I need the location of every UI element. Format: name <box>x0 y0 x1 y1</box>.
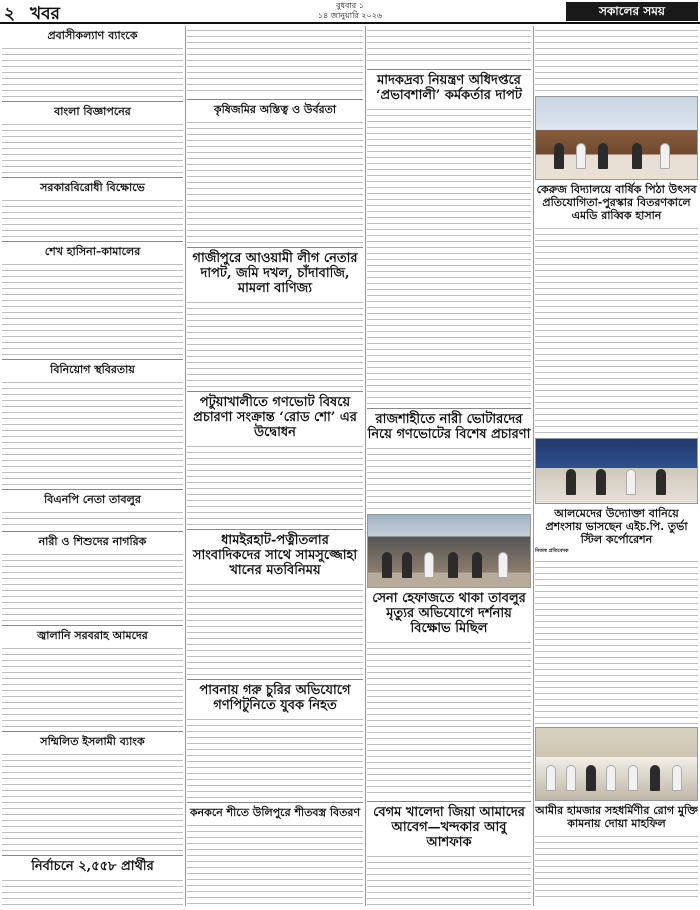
article-body <box>535 832 698 902</box>
headline[interactable]: শেখ হাসিনা–কামালের <box>44 245 141 258</box>
headline[interactable]: আলমেদের উদ্যোক্তা বানিয়ে প্রশংসায় ভাসছেন এইচ.পি. তুর্ভা স্টিল কর্পোরেশন <box>545 507 688 546</box>
date: ১৪ জানুয়ারি ২০২৬ <box>317 11 383 20</box>
article-body <box>2 196 183 238</box>
article-body <box>2 120 183 174</box>
headline[interactable]: কৃষিজমির অস্তিত্ব ও উর্বরতা <box>213 103 337 116</box>
article-body <box>2 644 183 728</box>
byline: নিজস্ব প্রতিবেদক <box>535 548 569 554</box>
headline[interactable]: বিনিয়োগ স্থবিরতায় <box>50 363 135 376</box>
page-number: ২ <box>4 4 16 24</box>
article-body <box>187 118 363 244</box>
article-body <box>2 260 183 356</box>
article-body <box>187 298 363 388</box>
article-body <box>367 444 531 514</box>
headline[interactable]: গাজীপুরে আওয়ামী লীগ নেতার দাপট, জমি দখল, চাঁদাবাজি, মামলা বাণিজ্য <box>192 251 358 296</box>
article-body <box>367 638 531 798</box>
headline[interactable]: বাংলা বিজ্ঞাপনের <box>54 105 131 118</box>
column-3 <box>367 26 531 906</box>
headline[interactable]: মাদকদ্রব্য নিয়ন্ত্রণ অধিদপ্তরে ‘প্রভাবশালী’ কর্মকর্তার দাপট <box>376 73 522 103</box>
column-1 <box>2 26 183 906</box>
weekday: বুধবার ১ <box>336 1 364 10</box>
article-body <box>2 750 183 852</box>
column-4 <box>535 26 698 906</box>
section-name: খবর <box>30 4 60 24</box>
headline[interactable]: সম্মিলিত ইসলামী ব্যাংক <box>40 735 145 748</box>
article-body <box>187 715 363 799</box>
stage-event-photo <box>535 438 698 504</box>
article-body <box>367 26 531 66</box>
headline[interactable]: জ্বালানি সরবরাহ আমদের <box>37 629 148 642</box>
headline[interactable]: সেনা হেফাজতে থাকা তাবলুর মৃত্যুর অভিযোগে দর্শনায় বিক্ষোভ মিছিল <box>372 591 526 636</box>
article-body <box>2 378 183 486</box>
headline[interactable]: বেগম খালেদা জিয়া আমাদের আবেগ—খন্দকার আবু আশফাক <box>373 805 525 850</box>
column-divider <box>533 26 534 906</box>
article-body <box>535 557 698 727</box>
prayer-gathering-photo <box>535 727 698 801</box>
headline[interactable]: আমীর হামজার সহধর্মিণীর রোগ মুক্তি কামনায় দোয়া মাহফিল <box>535 804 698 830</box>
article-body <box>187 821 363 906</box>
headline[interactable]: প্রবাসীকল্যাণ ব্যাংকে <box>47 29 138 42</box>
award-ceremony-photo <box>535 96 698 180</box>
article-body <box>187 26 363 96</box>
article-body <box>2 876 183 906</box>
article-body <box>367 852 531 906</box>
column-2 <box>187 26 363 906</box>
headline[interactable]: বিএনপি নেতা তাবলুর <box>44 493 141 506</box>
column-divider <box>365 26 366 906</box>
article-body <box>367 105 531 405</box>
newspaper-logo: সকালের সময় <box>566 2 698 21</box>
headline[interactable]: কেরুজ বিদ্যালয়ে বার্ষিক পিঠা উৎসব প্রতিযোগিতা-পুরস্কার বিতরণকালে এমডি রাব্বিক হাসান <box>536 183 697 222</box>
headline[interactable]: রাজশাহীতে নারী ভোটারদের নিয়ে গণভোটের বিশেষ প্রচারণা <box>367 412 531 442</box>
article-body <box>535 26 698 96</box>
headline[interactable]: কনকনে শীতে উলিপুরে শীতবস্ত্র বিতরণ <box>189 806 361 819</box>
column-divider <box>185 26 186 906</box>
headline[interactable]: পাবনায় গরু চুরির অভিযোগে গণপিটুনিতে যুবক নিহত <box>199 683 351 713</box>
headline[interactable]: নির্বাচনে ২,৫৫৮ প্রার্থীর <box>31 859 154 874</box>
rally-photo <box>367 514 531 588</box>
headline[interactable]: সরকারবিরোধী বিক্ষোভে <box>40 181 145 194</box>
article-body <box>187 580 363 676</box>
headline[interactable]: ধামইরহাট-পত্নীতলার সাংবাদিকদের সাথে সামসুজ্জোহা খানের মতবিনিময় <box>192 533 358 578</box>
article-body <box>535 224 698 438</box>
article-body <box>2 550 183 622</box>
headline[interactable]: পটুয়াখালীতে গণভোট বিষয়ে প্রচারণা সংক্রান্ত ‘রোড শো’ এর উদ্বোধন <box>193 395 357 440</box>
article-body <box>2 508 183 528</box>
masthead <box>0 0 700 24</box>
headline[interactable]: নারী ও শিশুদের নাগরিক <box>38 535 147 548</box>
article-body <box>187 442 363 526</box>
article-body <box>2 44 183 98</box>
